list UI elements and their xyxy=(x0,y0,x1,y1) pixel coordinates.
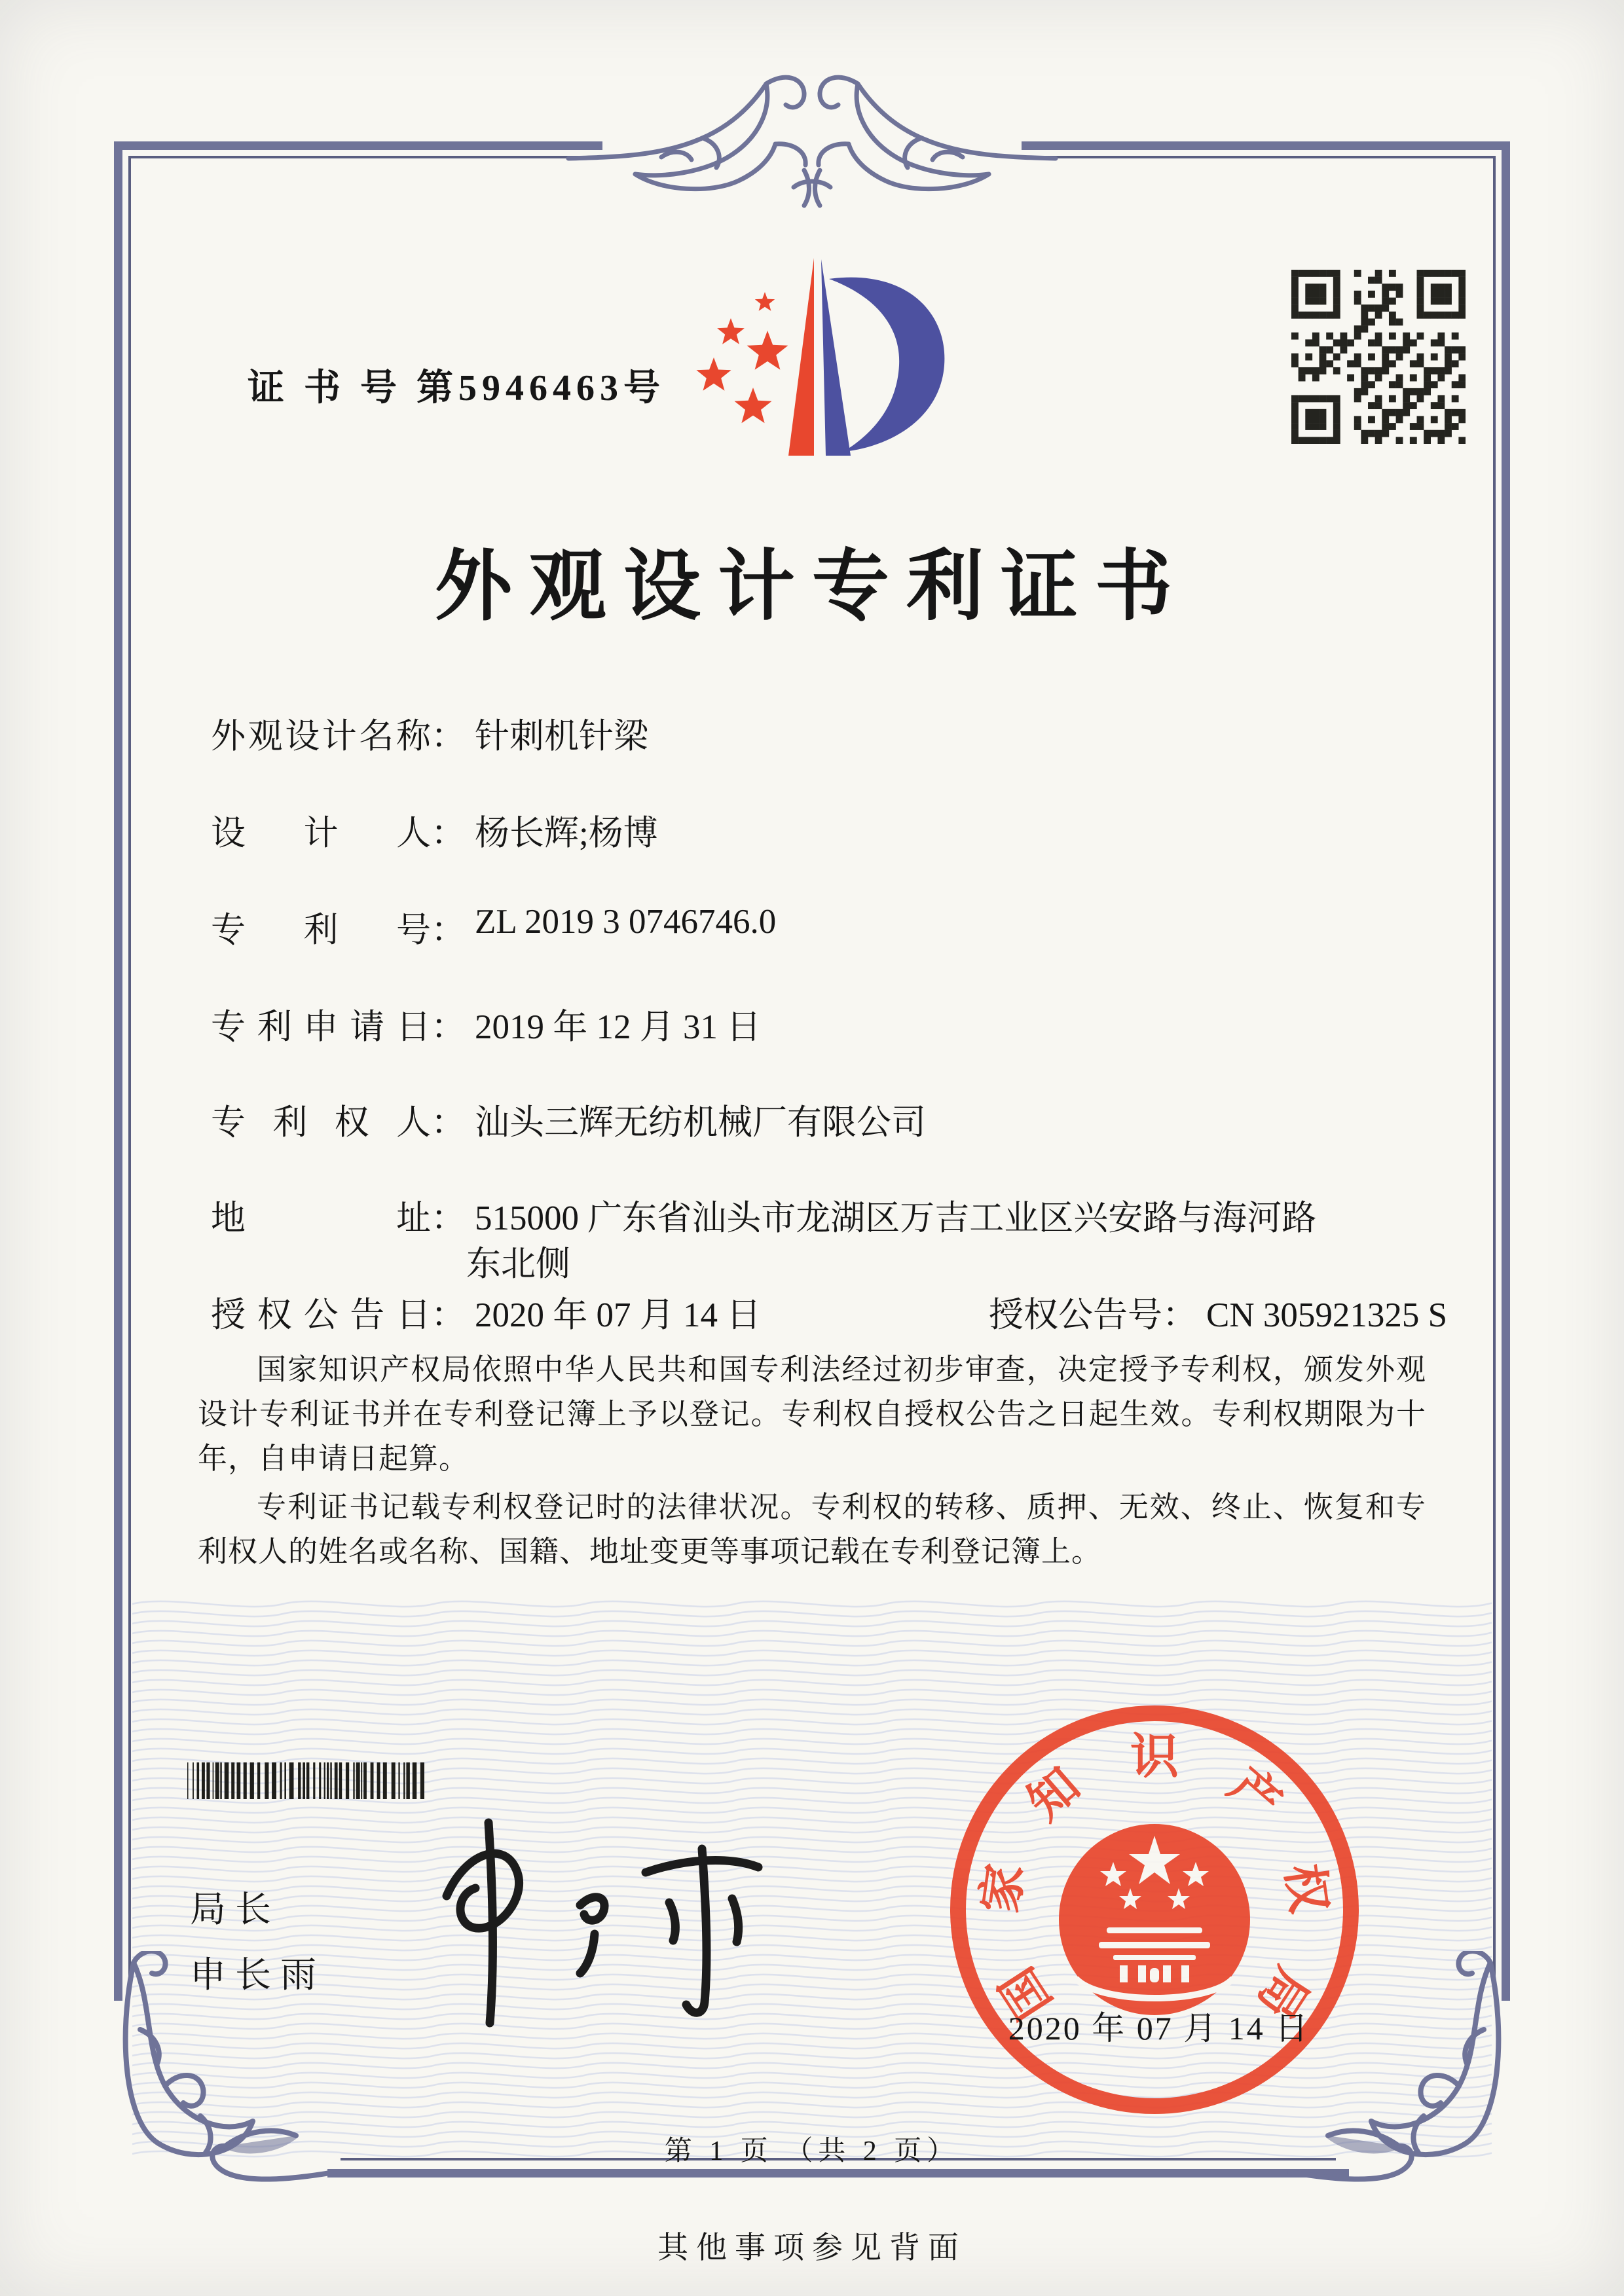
field-grant-number xyxy=(989,1287,1447,1337)
page-title: 外观设计专利证书 xyxy=(434,544,1189,630)
frame-inner-right xyxy=(1493,156,1496,1989)
field-label: 设计人 xyxy=(211,814,431,852)
field-colon: ： xyxy=(431,1008,466,1046)
frame-outer-left xyxy=(114,141,122,2001)
handwritten-signature xyxy=(413,1812,805,2035)
official-seal xyxy=(942,1697,1367,2123)
svg-text:国: 国 xyxy=(991,1958,1063,2028)
field-colon: ： xyxy=(431,1296,466,1334)
svg-text:知: 知 xyxy=(1018,1758,1090,1831)
field-colon: ： xyxy=(431,718,466,756)
svg-text:局: 局 xyxy=(1246,1958,1318,2028)
field-value: 2020 年 07 月 14 日 xyxy=(475,1296,762,1334)
field-value: 杨长辉;杨博 xyxy=(475,814,658,852)
field-value: 针刺机针梁 xyxy=(475,718,648,756)
field-value: ZL 2019 3 0746746.0 xyxy=(475,903,777,941)
field-colon: ： xyxy=(1162,1296,1197,1334)
field-designer xyxy=(211,805,658,855)
field-patentee xyxy=(211,1095,926,1144)
legal-paragraph-1: 国家知识产权局依照中华人民共和国专利法经过初步审查，决定授予专利权，颁发外观设计专利证书并在专利登记簿上予以登记。专利权自授权公告之日起生效。专利权期限为十年，自申请日起算。 xyxy=(198,1353,1426,1475)
field-label: 授权公告日 xyxy=(211,1296,431,1334)
svg-text:产: 产 xyxy=(1219,1758,1291,1831)
field-address-line2: 东北侧 xyxy=(466,1245,570,1283)
field-label: 授权公告号 xyxy=(989,1296,1162,1334)
field-colon: ： xyxy=(431,814,466,852)
field-label: 专利号 xyxy=(211,911,431,949)
legal-text xyxy=(198,1347,1426,1578)
signer-name: 申长雨 xyxy=(190,1955,326,1995)
field-colon: ： xyxy=(431,911,466,949)
certificate-number: 证 书 号 第5946463号 xyxy=(248,368,665,409)
svg-text:家: 家 xyxy=(973,1861,1034,1916)
field-design-name xyxy=(211,708,648,758)
svg-text:权: 权 xyxy=(1275,1861,1336,1916)
field-filing-date xyxy=(211,999,761,1049)
field-value: 2019 年 12 月 31 日 xyxy=(475,1008,762,1046)
cnipa-logo xyxy=(648,234,976,483)
frame-outer-right xyxy=(1502,141,1510,2001)
field-label: 专利申请日 xyxy=(211,1008,431,1046)
field-label: 外观设计名称 xyxy=(211,718,431,756)
field-grant-row xyxy=(211,1287,1448,1337)
signer-title: 局长 xyxy=(190,1889,281,1929)
field-label: 地址 xyxy=(211,1199,431,1237)
field-label: 专利权人 xyxy=(211,1104,431,1142)
field-colon: ： xyxy=(431,1104,466,1142)
svg-text:识: 识 xyxy=(1130,1730,1179,1784)
field-colon: ： xyxy=(431,1199,466,1237)
field-value: 汕头三辉无纺机械厂有限公司 xyxy=(475,1104,926,1142)
field-address xyxy=(211,1190,1316,1240)
qr-code xyxy=(1291,270,1466,444)
frame-inner-left xyxy=(128,156,131,1989)
top-center-flourish-ornament xyxy=(563,65,1061,226)
field-value: CN 305921325 S xyxy=(1206,1296,1448,1334)
legal-paragraph-2: 专利证书记载专利权登记时的法律状况。专利权的转移、质押、无效、终止、恢复和专利权人的姓名或名称、国籍、地址变更等事项记载在专利登记簿上。 xyxy=(198,1491,1426,1568)
field-value: 515000 广东省汕头市龙湖区万吉工业区兴安路与海河路 xyxy=(475,1199,1317,1237)
frame-outer-bottom xyxy=(327,2169,1349,2178)
back-side-note: 其他事项参见背面 xyxy=(657,2231,967,2265)
barcode xyxy=(187,1762,424,1799)
field-patent-number xyxy=(211,902,776,952)
seal-date: 2020 年 07 月 14 日 xyxy=(1008,2010,1310,2047)
page-number: 第 1 页 （共 2 页） xyxy=(664,2136,960,2166)
